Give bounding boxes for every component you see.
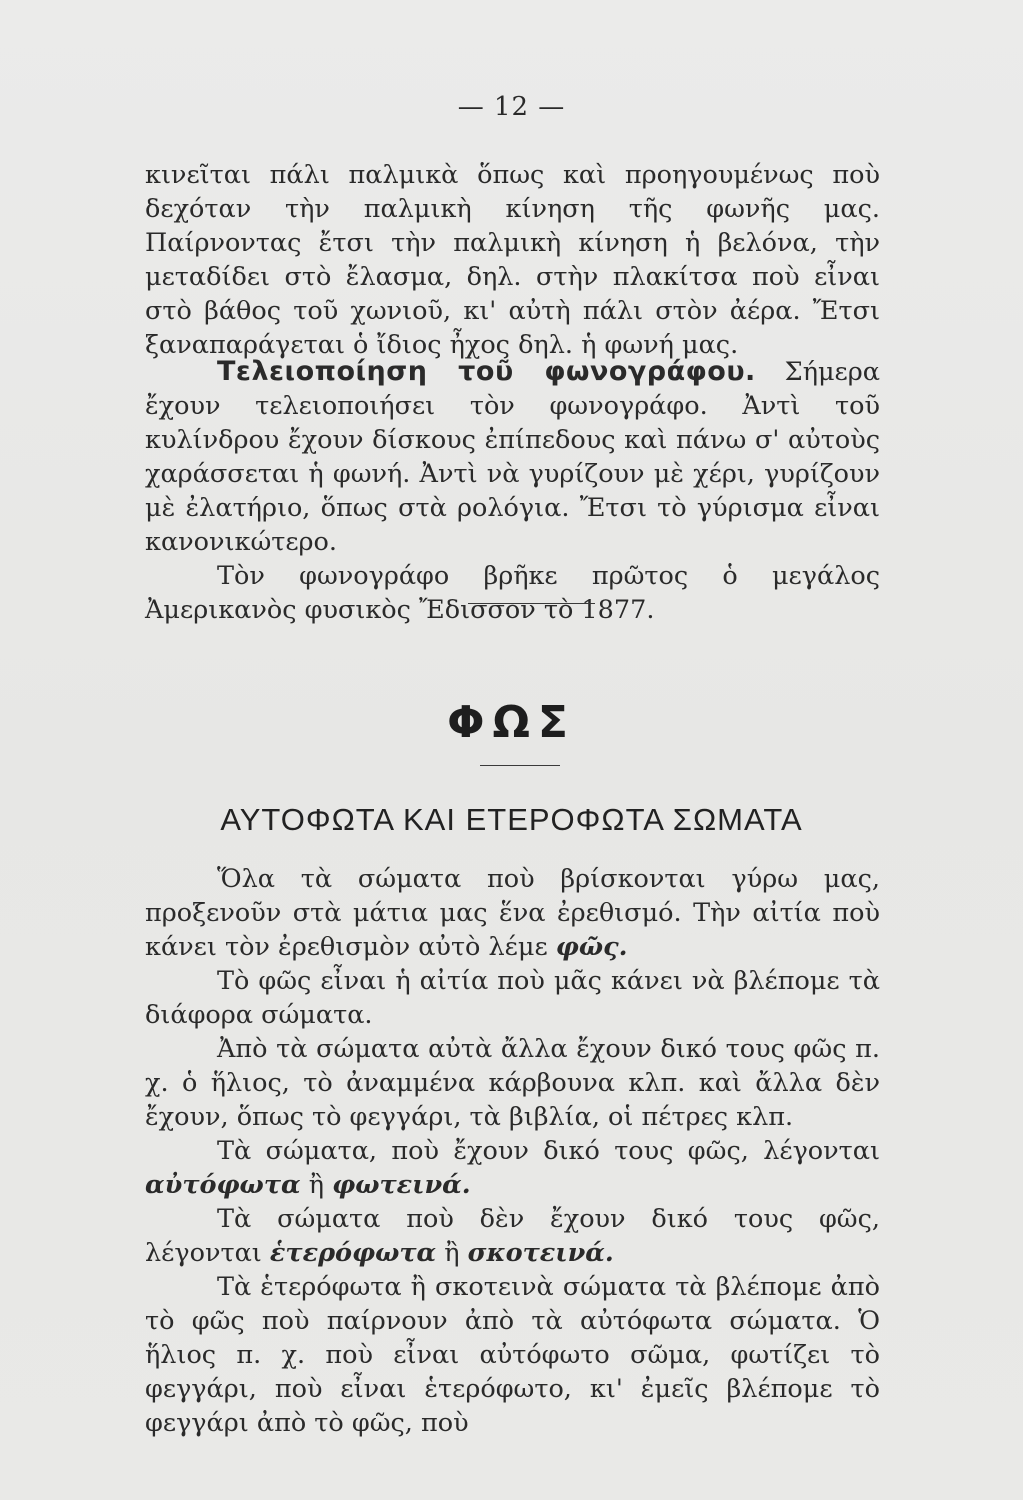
term-dark: σκοτεινά. — [467, 1238, 614, 1268]
paragraph-light-sources: Ἀπὸ τὰ σώματα αὐτὰ ἄλλα ἔχουν δικό τους φῶς π. χ. ὁ ἥλιος, τὸ ἀναμμένα κάρβουνα κλπ. καὶ ἄλλα δὲν ἔχουν, ὅπως τὸ φεγγάρι, τὰ βιβλία, οἱ πέτρες κλπ. — [145, 1034, 880, 1132]
section-subtitle: ΑΥΤΟΦΩΤΑ ΚΑΙ ΕΤΕΡΟΦΩΤΑ ΣΩΜΑΤΑ — [220, 802, 803, 837]
term-luminous: φωτεινά. — [332, 1170, 471, 1200]
improvement-text: Σήμερα ἔχουν τελειοποιήσει τὸν φωνογράφο. Ἀντὶ τοῦ κυλίνδρου ἔχουν δίσκους ἐπίπεδους καὶ πάνω σ' αὐτοὺς χαράσσεται ἡ φωνή. Ἀντὶ νὰ γυρίζουν μὲ χέρι, γυρίζουν μὲ ἐλατήριο, ὅπως στὰ ρολόγια. Ἔτσι τὸ γύρισμα εἶναι κανονικώτερο. — [145, 357, 880, 557]
paragraph-light-definition — [145, 862, 880, 964]
section-title: ΦΩΣ — [447, 697, 576, 748]
non-luminous-or: ἢ — [436, 1238, 468, 1268]
non-luminous-text: Τὰ σώματα ποὺ δὲν ἔχουν δικό τους φῶς, λέγονται — [145, 1204, 880, 1268]
text-block-phonograph-end — [145, 158, 880, 362]
text-block-light — [145, 862, 880, 1440]
page-number: — 12 — — [457, 92, 566, 122]
self-luminous-or: ἢ — [300, 1170, 333, 1200]
paragraph-edison: Τὸν φωνογράφο βρῆκε πρῶτος ὁ μεγάλος Ἀμερικανὸς φυσικὸς Ἔδισσον τὸ 1877. — [145, 561, 880, 625]
paragraph-light-cause: Τὸ φῶς εἶναι ἡ αἰτία ποὺ μᾶς κάνει νὰ βλέπομε τὰ διάφορα σώματα. — [145, 966, 880, 1030]
self-luminous-text: Τὰ σώματα, ποὺ ἔχουν δικό τους φῶς, λέγονται — [217, 1136, 880, 1166]
term-light: φῶς. — [555, 932, 628, 962]
paragraph-vibration: κινεῖται πάλι παλμικὰ ὅπως καὶ προηγουμένως ποὺ δεχόταν τὴν παλμικὴ κίνηση τῆς φωνῆς μας. Παίρνοντας ἔτσι τὴν παλμικὴ κίνηση ἡ βελόνα, τὴν μεταδίδει στὸ ἔλασμα, δηλ. στὴν πλακίτσα ποὺ εἶναι στὸ βάθος τοῦ χωνιοῦ, κι' αὐτὴ πάλι στὸν ἀέρα. Ἔτσι ξαναπαράγεται ὁ ἴδιος ἦχος δηλ. ἡ φωνή μας. — [145, 160, 880, 360]
paragraph-non-luminous — [145, 1202, 880, 1270]
term-non-luminous: ἑτερόφωτα — [269, 1238, 437, 1268]
improvement-heading: Τελειοποίηση τοῦ φωνογράφου. — [217, 356, 756, 387]
light-definition-text: Ὅλα τὰ σώματα ποὺ βρίσκονται γύρω μας, προξενοῦν στὰ μάτια μας ἕνα ἐρεθισμό. Τὴν αἰτία ποὺ κάνει τὸν ἐρεθισμὸν αὐτὸ λέμε — [145, 864, 880, 962]
text-block-phonograph-improvement — [145, 355, 880, 627]
paragraph-improvement — [145, 355, 880, 559]
paragraph-moon: Τὰ ἑτερόφωτα ἢ σκοτεινὰ σώματα τὰ βλέπομε ἀπὸ τὸ φῶς ποὺ παίρνουν ἀπὸ τὰ αὐτόφωτα σώματα. Ὁ ἥλιος π. χ. ποὺ εἶναι αὐτόφωτο σῶμα, φωτίζει τὸ φεγγάρι, ποὺ εἶναι ἑτερόφωτο, κι' ἐμεῖς βλέπομε τὸ φεγγάρι ἀπὸ τὸ φῶς, ποὺ — [145, 1272, 880, 1438]
section-divider — [468, 603, 595, 604]
term-self-luminous: αὐτόφωτα — [145, 1170, 301, 1200]
title-underline — [480, 765, 560, 766]
paragraph-self-luminous — [145, 1134, 880, 1202]
